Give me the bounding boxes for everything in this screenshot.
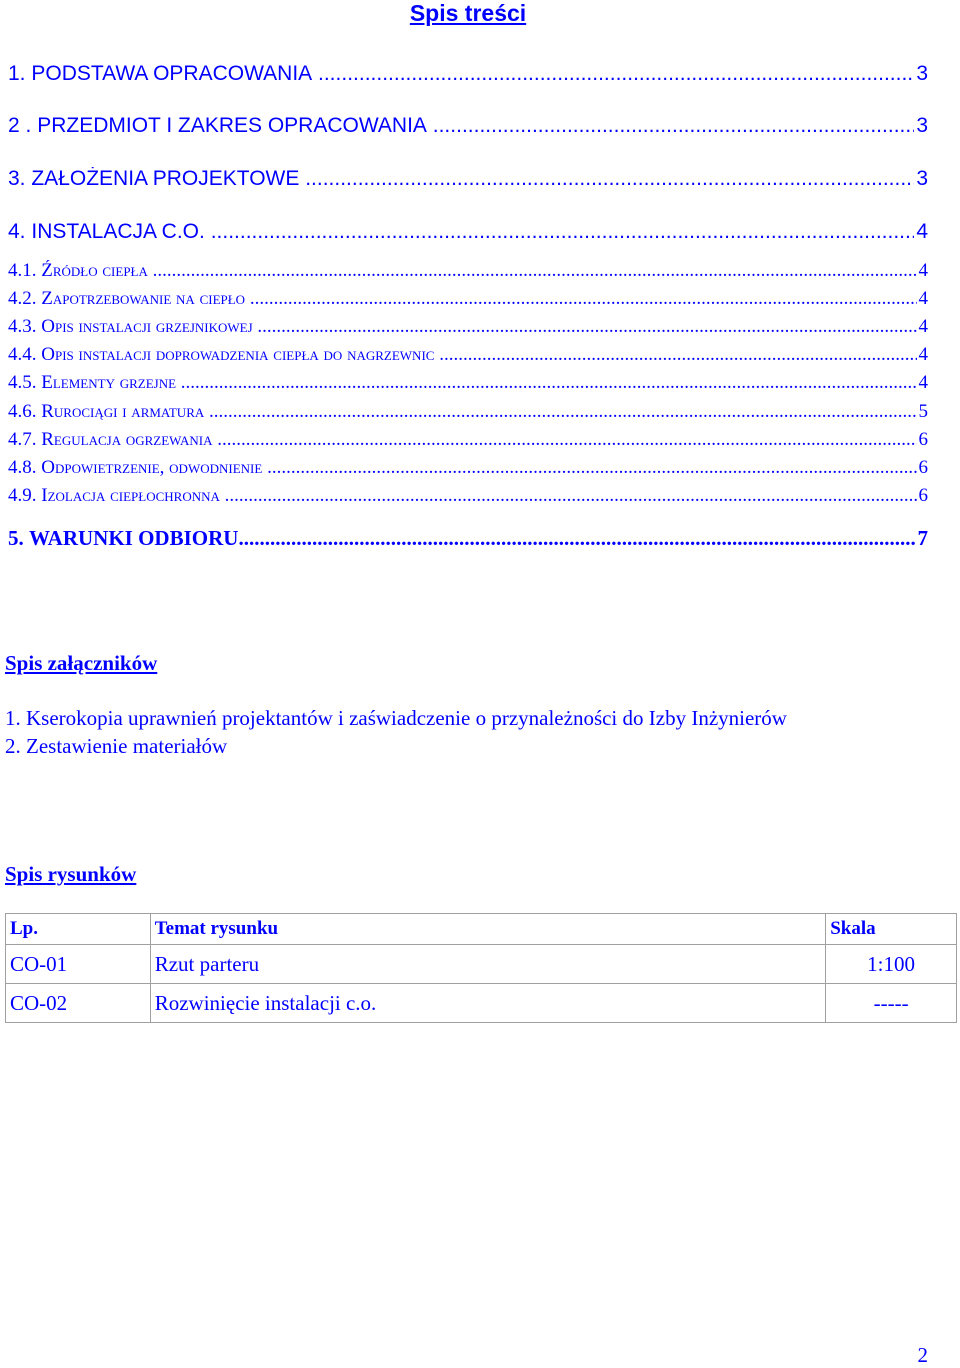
toc-entry-4-5[interactable] [8, 372, 928, 394]
toc-entry-5[interactable] [8, 526, 928, 551]
toc-entry-title: Rurociągi i armatura [41, 401, 205, 422]
toc-entry-title: PRZEDMIOT I ZAKRES OPRACOWANIA [37, 114, 427, 137]
toc-entry-4-1[interactable] [8, 260, 928, 282]
toc-entry-number: 1. [8, 62, 26, 85]
toc-leader-dots [257, 316, 916, 338]
toc-entry-page: 4 [918, 372, 928, 393]
toc-leader-dots [181, 372, 917, 394]
toc-entry-page: 6 [918, 457, 928, 478]
drawings-table [5, 913, 957, 1023]
toc-entry-number: 4. [8, 220, 26, 243]
toc-entry-number: 4.5. [8, 372, 37, 393]
toc-entry-number: 4.6. [8, 401, 37, 422]
attachments-heading: Spis załączników [5, 651, 158, 675]
toc-leader-dots [318, 62, 914, 86]
toc-entry-4-6[interactable] [8, 401, 928, 423]
toc-entry-page: 4 [916, 220, 928, 243]
toc-leader-dots [267, 457, 916, 479]
toc-entry-title: Odpowietrzenie, odwodnienie [41, 457, 263, 478]
toc-leader-dots [211, 220, 915, 244]
toc-entry-4-7[interactable] [8, 429, 928, 451]
toc-entry-title: Regulacja ogrzewania [41, 429, 213, 450]
toc-title: Spis treści [409, 0, 527, 26]
toc-entry-title: Elementy grzejne [41, 372, 177, 393]
table-header-row [6, 914, 957, 945]
toc-entry-4-8[interactable] [8, 457, 928, 479]
cell-lp: CO-02 [6, 984, 151, 1023]
toc-entry-page: 3 [916, 167, 928, 190]
toc-entry-page: 5 [918, 401, 928, 422]
toc-leader-dots [439, 344, 916, 366]
toc-entry-page: 4 [918, 344, 928, 365]
toc-entry-number: 4.8. [8, 457, 37, 478]
toc-entry-number: 3. [8, 167, 26, 190]
toc-leader-dots [225, 485, 917, 507]
toc-entry-number: 4.9. [8, 485, 37, 506]
toc-entry-page: 6 [918, 429, 928, 450]
attachment-item: 2. Zestawienie materiałów [5, 734, 228, 758]
drawings-heading: Spis rysunków [5, 862, 137, 886]
column-header-lp: Lp. [6, 914, 151, 945]
toc-entry-4-2[interactable] [8, 288, 928, 310]
toc-leader-dots [238, 526, 915, 551]
toc-entry-title: INSTALACJA C.O. [31, 220, 205, 243]
toc-leader-dots [250, 288, 917, 310]
toc-entry-title: Izolacja ciepłochronna [41, 485, 220, 506]
toc-entry-title: Zapotrzebowanie na ciepło [41, 288, 246, 309]
column-header-scale: Skala [826, 914, 957, 945]
toc-entry-page: 4 [918, 260, 928, 281]
toc-entry-3[interactable] [8, 167, 928, 191]
toc-entry-page: 6 [918, 485, 928, 506]
toc-entry-number: 4.3. [8, 316, 37, 337]
toc-entry-4-9[interactable] [8, 485, 928, 507]
toc-entry-page: 7 [917, 526, 928, 550]
toc-entry-title: ZAŁOŻENIA PROJEKTOWE [31, 167, 300, 190]
table-row [6, 945, 957, 984]
attachment-item: 1. Kserokopia uprawnień projektantów i zaświadczenie o przynależności do Izby Inżynierów [5, 706, 787, 730]
toc-entry-number: 4.2. [8, 288, 37, 309]
toc-entry-4[interactable] [8, 220, 928, 244]
toc-leader-dots [217, 429, 916, 451]
toc-leader-dots [153, 260, 917, 282]
cell-topic: Rozwinięcie instalacji c.o. [150, 984, 825, 1023]
toc-entry-title: PODSTAWA OPRACOWANIA [31, 62, 313, 85]
cell-scale: 1:100 [826, 945, 957, 984]
table-row [6, 984, 957, 1023]
toc-entry-title: Źródło ciepła [41, 260, 148, 281]
toc-entry-1[interactable] [8, 62, 928, 86]
toc-entry-page: 3 [916, 114, 928, 137]
toc-leader-dots [305, 167, 914, 191]
toc-entry-title: WARUNKI ODBIORU [29, 526, 239, 550]
toc-entry-title: Opis instalacji grzejnikowej [41, 316, 253, 337]
toc-entry-page: 3 [916, 62, 928, 85]
toc-entry-2[interactable] [8, 114, 928, 138]
toc-entry-page: 4 [918, 316, 928, 337]
toc-entry-number: 4.1. [8, 260, 37, 281]
cell-scale: ----- [826, 984, 957, 1023]
toc-entry-page: 4 [918, 288, 928, 309]
toc-entry-title: Opis instalacji doprowadzenia ciepła do nagrzewnic [41, 344, 435, 365]
cell-lp: CO-01 [6, 945, 151, 984]
toc-entry-number: 2 . [8, 114, 32, 137]
toc-entry-number: 5. [8, 526, 24, 550]
toc-entry-number: 4.7. [8, 429, 37, 450]
toc-leader-dots [433, 114, 915, 138]
page-number: 2 [917, 1343, 928, 1367]
toc-entry-4-3[interactable] [8, 316, 928, 338]
cell-topic: Rzut parteru [150, 945, 825, 984]
toc-entry-4-4[interactable] [8, 344, 928, 366]
toc-leader-dots [209, 401, 916, 423]
column-header-topic: Temat rysunku [150, 914, 825, 945]
toc-entry-number: 4.4. [8, 344, 37, 365]
